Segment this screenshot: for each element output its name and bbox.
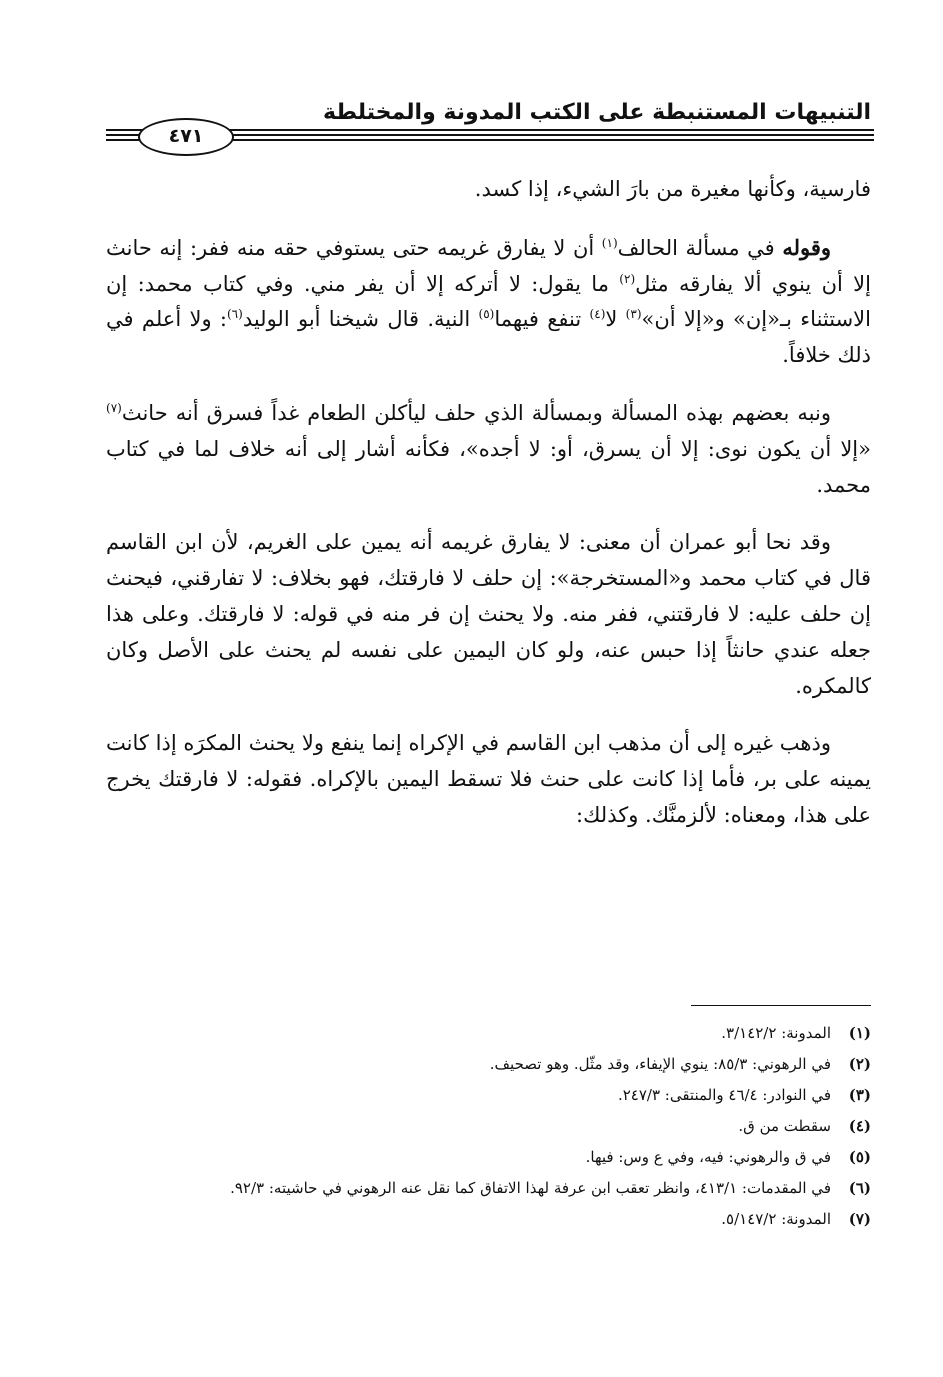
- text-run: «إلا أن يكون نوى: إلا أن يسرق، أو: لا أجده»، فكأنه أشار إلى أنه خلاف لما في كتاب محمد.: [106, 436, 871, 497]
- footnote-number: (٣): [848, 1086, 871, 1104]
- footnote: [106, 1204, 871, 1235]
- footnote-text: في ق والرهوني: فيه، وفي ع وس: فيها.: [585, 1148, 831, 1166]
- page-number-badge: [138, 118, 234, 156]
- running-header-title: التنبيهات المستنبطة على الكتب المدونة والمختلطة: [322, 100, 871, 125]
- lead-word: وقوله: [782, 234, 831, 260]
- footnote-number: (٥): [848, 1148, 871, 1166]
- paragraph: فارسية، وكأنها مغيرة من بارَ الشيء، إذا كسد.: [474, 177, 871, 201]
- footnote-text: في الرهوني: ٨٥/٣: ينوي الإيفاء، وقد مثّل. وهو تصحيف.: [489, 1055, 831, 1073]
- text-run: تنفع فيهما: [494, 307, 590, 332]
- footnote-ref[interactable]: (٢): [619, 271, 636, 286]
- footnote-ref[interactable]: (١): [601, 235, 618, 250]
- footnote-text: في النوادر: ٤٦/٤ والمنتقى: ٢٤٧/٣.: [617, 1086, 831, 1104]
- footnote: [106, 1142, 871, 1173]
- footnote-number: (٤): [848, 1117, 871, 1135]
- text-run: في مسألة الحالف: [617, 235, 783, 260]
- footnote: [106, 1080, 871, 1111]
- footnote: [106, 1018, 871, 1049]
- paragraph: وقد نحا أبو عمران أن معنى: لا يفارق غريمه أنه يمين على الغريم، لأن ابن القاسم قال في كتاب محمد و«المستخرجة»: إن حلف لا فارقتك، فهو بخلاف: لا تفارقني، فيحنث إن حلف عليه: لا فارقتني، ففر منه. ولا يحنث إن فر منه في قوله: لا فارقتك. وعلى هذا جعله عندي حانثاً إذا حبس عنه، ولو كان اليمين على نفسه لم يحنث على الأصل وكان كالمكره.: [106, 530, 871, 698]
- footnote-number: (٧): [848, 1210, 871, 1228]
- footnotes: [106, 1018, 871, 1235]
- footnote-text: المدونة: ٣/١٤٢/٢.: [721, 1024, 831, 1042]
- footnote-ref[interactable]: (٧): [106, 400, 122, 415]
- paragraph: [106, 396, 871, 503]
- main-text: [106, 172, 871, 834]
- paragraph: [106, 230, 871, 374]
- page-number: ٤٧١: [168, 125, 204, 147]
- text-run: أن لا يفارق غريمه حتى يستوفي حقه منه ففر: إنه حانث إلا أن ينوي ألا يفارقه مثل: [106, 235, 871, 296]
- text-run: ما يقول: لا أتركه إلا أن يفر مني. وفي كتاب محمد: إن الاستثناء بـ«إن» و«إلا أن»: [106, 271, 871, 332]
- footnote-ref[interactable]: (٥): [478, 307, 495, 322]
- paragraph: وذهب غيره إلى أن مذهب ابن القاسم في الإكراه إنما ينفع ولا يحنث المكرَه إذا كانت يمينه على بر، فأما إذا كانت على حنث فلا تسقط اليمين بالإكراه. فقوله: لا فارقتك يخرج على هذا، ومعناه: لألزمنَّك. وكذلك:: [106, 731, 871, 827]
- footnote-text: سقطت من ق.: [738, 1117, 831, 1135]
- footnote-separator: [691, 1005, 871, 1006]
- footnote-text: في المقدمات: ٤١٣/١، وانظر تعقب ابن عرفة لهذا الاتفاق كما نقل عنه الرهوني في حاشيته: ٩٢/٣.: [230, 1179, 831, 1197]
- text-run: النية. قال شيخنا أبو الوليد: [242, 307, 479, 332]
- footnote-number: (٦): [848, 1179, 871, 1197]
- footnote-text: المدونة: ٥/١٤٧/٢.: [721, 1210, 831, 1228]
- text-run: : ولا أعلم في ذلك خلافاً.: [106, 307, 871, 368]
- footnote: [106, 1173, 871, 1204]
- text-run: لا: [605, 307, 626, 332]
- footnote-number: (١): [848, 1024, 871, 1042]
- footnote: [106, 1049, 871, 1080]
- footnote-ref[interactable]: (٦): [226, 307, 243, 322]
- footnote-ref[interactable]: (٤): [589, 307, 606, 322]
- footnote-ref[interactable]: (٣): [625, 307, 642, 322]
- footnote: [106, 1111, 871, 1142]
- footnote-number: (٢): [848, 1055, 871, 1073]
- text-run: ونبه بعضهم بهذه المسألة وبمسألة الذي حلف ليأكلن الطعام غداً فسرق أنه حانث: [121, 400, 831, 425]
